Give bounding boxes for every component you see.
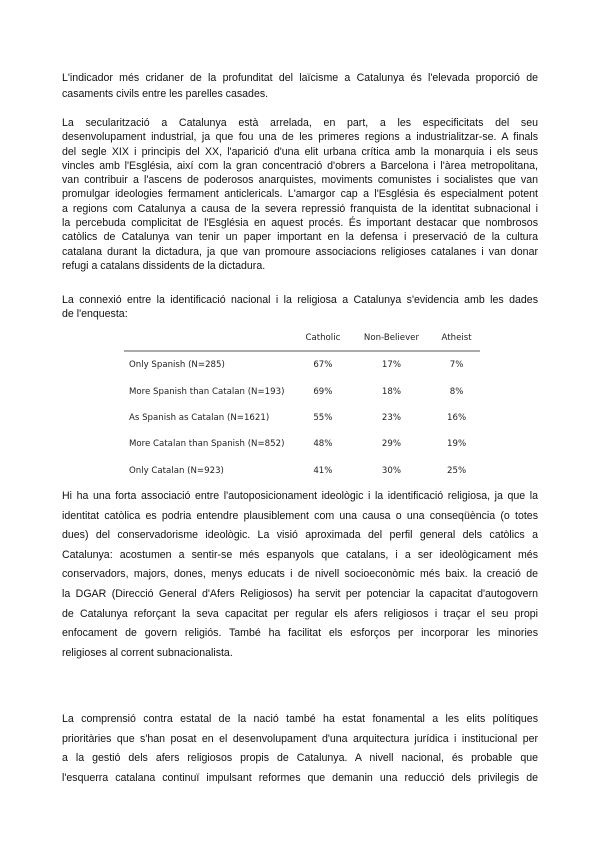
table-cell: 17% bbox=[381, 360, 402, 371]
table-cell: 25% bbox=[447, 465, 467, 476]
text-line: identitat catòlica es podria entendre plausiblement com una causa o una conseqüència (o totes bbox=[62, 509, 538, 522]
table-row bbox=[124, 351, 480, 378]
header-blank bbox=[124, 326, 296, 351]
text-line: de l'enquesta: bbox=[62, 308, 128, 321]
text-line: casaments civils entre les parelles casades. bbox=[62, 88, 269, 100]
row-label: As Spanish as Catalan (N=1621) bbox=[129, 412, 270, 423]
text-line: desenvolupament industrial, ja que fou una de les primeres regions a industrialitzar-se. A finals bbox=[62, 131, 538, 144]
text-line: religioses al corrent subnacionalista. bbox=[62, 646, 233, 659]
header-atheist: Atheist bbox=[433, 326, 480, 351]
table-row bbox=[124, 378, 480, 404]
text-line: prioritàries que s'han posat en el desenvolupament d'una arquitectura jurídica i institucional per bbox=[62, 732, 538, 745]
text-line: la DGAR (Direcció General d'Afers Religiosos) ha servit per potenciar la capacitat d'autogovern bbox=[62, 587, 538, 600]
text-line: Hi ha una forta associació entre l'autoposicionament ideològic i la identificació religiosa, ja que la bbox=[62, 490, 538, 502]
header-non-believer: Non-Believer bbox=[350, 326, 433, 351]
table-cell: 69% bbox=[313, 386, 333, 397]
text-line: L'indicador més cridaner de la profunditat del laïcisme a Catalunya és l'elevada proporció de bbox=[62, 72, 538, 84]
text-line: La secularització a Catalunya està arrelada, en part, a les especificitats del seu bbox=[62, 117, 538, 129]
text-line: La connexió entre la identificació nacional i la religiosa a Catalunya s'evidencia amb les dades bbox=[62, 294, 538, 306]
text-line: de Catalunya reforçant la seva capacitat per regular els afers religiosos i traçar el seu propi bbox=[62, 607, 538, 620]
text-line: del segle XIX i principis del XX, l'aparició d'una elit urbana crítica amb la monarquia i els seus bbox=[62, 145, 538, 158]
header-catholic: Catholic bbox=[296, 326, 350, 351]
paragraph-4 bbox=[62, 487, 538, 663]
survey-table bbox=[124, 326, 480, 484]
text-line: vincles amb l'Església, així com la gran concentració d'obrers a Barcelona i l'àrea metropolitana, bbox=[62, 159, 538, 172]
row-label: Only Spanish (N=285) bbox=[129, 360, 225, 371]
table-row bbox=[124, 458, 480, 484]
text-line: Catalunya: acostumen a sentir-se més espanyols que catalans, i a ser ideològicament més bbox=[62, 548, 538, 561]
table-cell: 55% bbox=[313, 412, 333, 423]
table-cell: 7% bbox=[449, 360, 464, 371]
text-line: dues) del conservadorisme ideològic. La visió aproximada del perfil general dels catòlics a bbox=[62, 529, 538, 542]
table-cell: 48% bbox=[313, 439, 333, 450]
paragraph-3 bbox=[62, 293, 538, 322]
text-line: La comprensió contra estatal de la nació també ha estat fonamental a les elits polítiques bbox=[62, 713, 538, 725]
text-line: conservadors, majors, dones, menys educats i de nivell socioeconòmic més baix. la creació de bbox=[62, 568, 538, 581]
text-line: van contribuir a l'ascens de poderosos anarquistes, moviments comunistes i socialistes que van bbox=[62, 174, 538, 187]
text-line: catòlics de Catalunya van tenir un paper important en la defensa i preservació de la cultura bbox=[62, 231, 538, 244]
table-cell: 18% bbox=[381, 386, 402, 397]
table-cell: 30% bbox=[381, 465, 402, 476]
text-line: enfocament de govern religiós. També ha facilitat els esforços per incorporar les minories bbox=[62, 627, 538, 640]
text-line: la percebuda complicitat de l'Església en aquest procés. És important destacar que nombrosos bbox=[62, 217, 538, 230]
table-cell: 41% bbox=[313, 465, 333, 476]
table-row bbox=[124, 431, 480, 457]
table-cell: 29% bbox=[381, 439, 402, 450]
text-line: a regions com Catalunya a causa de la severa repressió franquista de la identitat subnacional i bbox=[62, 202, 538, 215]
row-label: More Catalan than Spanish (N=852) bbox=[129, 439, 285, 450]
row-label: More Spanish than Catalan (N=193) bbox=[129, 386, 285, 397]
table-row bbox=[124, 405, 480, 431]
row-label: Only Catalan (N=923) bbox=[129, 465, 224, 476]
table-cell: 16% bbox=[447, 412, 467, 423]
text-line: promulgar ideologies fermament anticlericals. L'amargor cap a l'Església és especialment potent bbox=[62, 188, 538, 201]
paragraph-5 bbox=[62, 710, 538, 788]
text-line: catalana durant la dictadura, ja que van promoure associacions religioses catalanes i van donar bbox=[62, 245, 538, 258]
text-line: a la gestió dels afers religiosos propis de Catalunya. A nivell nacional, és probable que bbox=[62, 752, 538, 765]
table-cell: 67% bbox=[313, 360, 333, 371]
text-line: refugi a catalans dissidents de la dictadura. bbox=[62, 259, 266, 272]
table-cell: 23% bbox=[381, 412, 402, 423]
paragraph-2 bbox=[62, 116, 538, 273]
paragraph-1 bbox=[62, 70, 538, 102]
text-line: l'esquerra catalana continuï impulsant reformes que demanin una reducció dels privilegis de bbox=[62, 771, 538, 784]
table-cell: 8% bbox=[449, 386, 464, 397]
table-header-row bbox=[124, 326, 480, 351]
table-cell: 19% bbox=[447, 439, 467, 450]
